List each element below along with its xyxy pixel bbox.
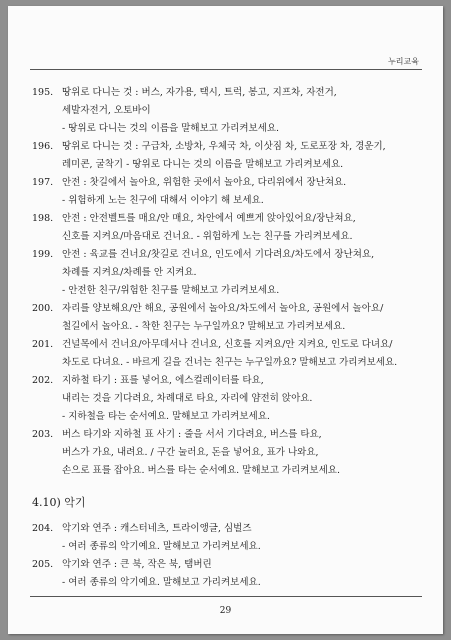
item-text (62, 520, 424, 556)
list-item (32, 336, 424, 372)
item-line: 건널목에서 건너요/아무데서나 건너요, 신호를 지켜요/안 지켜요, 인도로 다녀요/ (62, 339, 393, 350)
item-number: 205. (32, 559, 54, 570)
item-number: 201. (32, 339, 54, 350)
section-title: 4.10) 악기 (32, 496, 86, 509)
header-rule (30, 69, 422, 70)
item-text (62, 300, 424, 336)
item-number: 196. (32, 141, 54, 152)
item-text (62, 210, 424, 246)
item-number: 202. (32, 375, 54, 386)
list-item (32, 300, 424, 336)
item-list (32, 84, 424, 480)
item-line: - 안전한 친구/위험한 친구를 말해보고 가리켜보세요. (62, 285, 280, 296)
item-text (62, 372, 424, 426)
footer-rule (30, 596, 422, 597)
item-line: 안전 : 안전벨트를 매요/안 매요, 차안에서 예쁘게 앉아있어요/장난쳐요, (62, 213, 356, 224)
item-text (62, 138, 424, 174)
item-line: 버스가 가요, 내려요. / 구간 눌러요, 돈을 넣어요, 표가 나와요, (62, 447, 319, 458)
item-text (62, 84, 424, 138)
list-item (32, 174, 424, 210)
item-number: 204. (32, 523, 54, 534)
item-number: 198. (32, 213, 54, 224)
item-number: 200. (32, 303, 54, 314)
item-line: 차례를 지켜요/차례를 안 지켜요. (62, 267, 197, 278)
item-text (62, 556, 424, 592)
item-text (62, 336, 424, 372)
header-label: 누리교육 (388, 57, 419, 66)
item-number: 199. (32, 249, 54, 260)
list-item (32, 246, 424, 300)
item-number: 203. (32, 429, 54, 440)
list-item (32, 426, 424, 480)
list-item (32, 372, 424, 426)
item-line: 신호를 지켜요/마음대로 건너요. - 위험하게 노는 친구를 가리켜보세요. (62, 231, 353, 242)
item-line: - 지하철을 타는 순서예요. 말해보고 가리켜보세요. (62, 411, 270, 422)
item-line: 땅위로 다니는 것 : 구급차, 소방차, 우체국 차, 이삿짐 차, 도로포장 차, 경운기, (62, 141, 386, 152)
item-number: 195. (32, 87, 54, 98)
document-page (8, 6, 443, 634)
item-line: 안전 : 육교를 건너요/찻길로 건너요, 인도에서 기다려요/차도에서 장난쳐요, (62, 249, 375, 260)
item-line: 손으로 표를 잡아요. 버스를 타는 순서예요. 말해보고 가리켜보세요. (62, 465, 340, 476)
page-content (32, 84, 424, 592)
list-item (32, 556, 424, 592)
page-number: 29 (219, 606, 232, 616)
item-line: 세발자전거, 오토바이 (62, 105, 151, 116)
item-line: - 여러 종류의 악기예요. 말해보고 가리켜보세요. (62, 577, 261, 588)
list-item (32, 138, 424, 174)
item-line: 철길에서 놀아요. - 착한 친구는 누구일까요? 말해보고 가리켜보세요. (62, 321, 346, 332)
item-text (62, 426, 424, 480)
list-item (32, 84, 424, 138)
item-text (62, 246, 424, 300)
list-item (32, 210, 424, 246)
item-line: - 여러 종류의 악기예요. 말해보고 가리켜보세요. (62, 541, 261, 552)
item-line: 차도로 다녀요. - 바르게 길을 건너는 친구는 누구일까요? 말해보고 가리켜보세요. (62, 357, 398, 368)
item-line: 안전 : 찻길에서 놀아요, 위험한 곳에서 놀아요, 다리위에서 장난쳐요. (62, 177, 347, 188)
item-line: 악기와 연주 : 큰 북, 작은 북, 탬버린 (62, 559, 212, 570)
item-list (32, 520, 424, 592)
item-line: 악기와 연주 : 캐스터네츠, 트라이앵글, 심벌즈 (62, 523, 252, 534)
item-line: 땅위로 다니는 것 : 버스, 자가용, 택시, 트럭, 봉고, 지프차, 자전거, (62, 87, 337, 98)
list-item (32, 520, 424, 556)
item-line: 레미콘, 굴착기 - 땅위로 다니는 것의 이름을 말해보고 가리켜보세요. (62, 159, 344, 170)
item-line: 버스 타기와 지하철 표 사기 : 줄을 서서 기다려요, 버스를 타요, (62, 429, 322, 440)
item-text (62, 174, 424, 210)
item-line: 내리는 것을 기다려요, 차례대로 타요, 자리에 얌전히 앉아요. (62, 393, 313, 404)
item-line: - 땅위로 다니는 것의 이름을 말해보고 가리켜보세요. (62, 123, 280, 134)
item-line: 자리를 양보해요/안 해요, 공원에서 놀아요/차도에서 놀아요, 공원에서 놀아요/ (62, 303, 384, 314)
item-line: - 위험하게 노는 친구에 대해서 이야기 해 보세요. (62, 195, 264, 206)
item-line: 지하철 타기 : 표를 넣어요, 에스컬레이터를 타요, (62, 375, 264, 386)
item-number: 197. (32, 177, 54, 188)
